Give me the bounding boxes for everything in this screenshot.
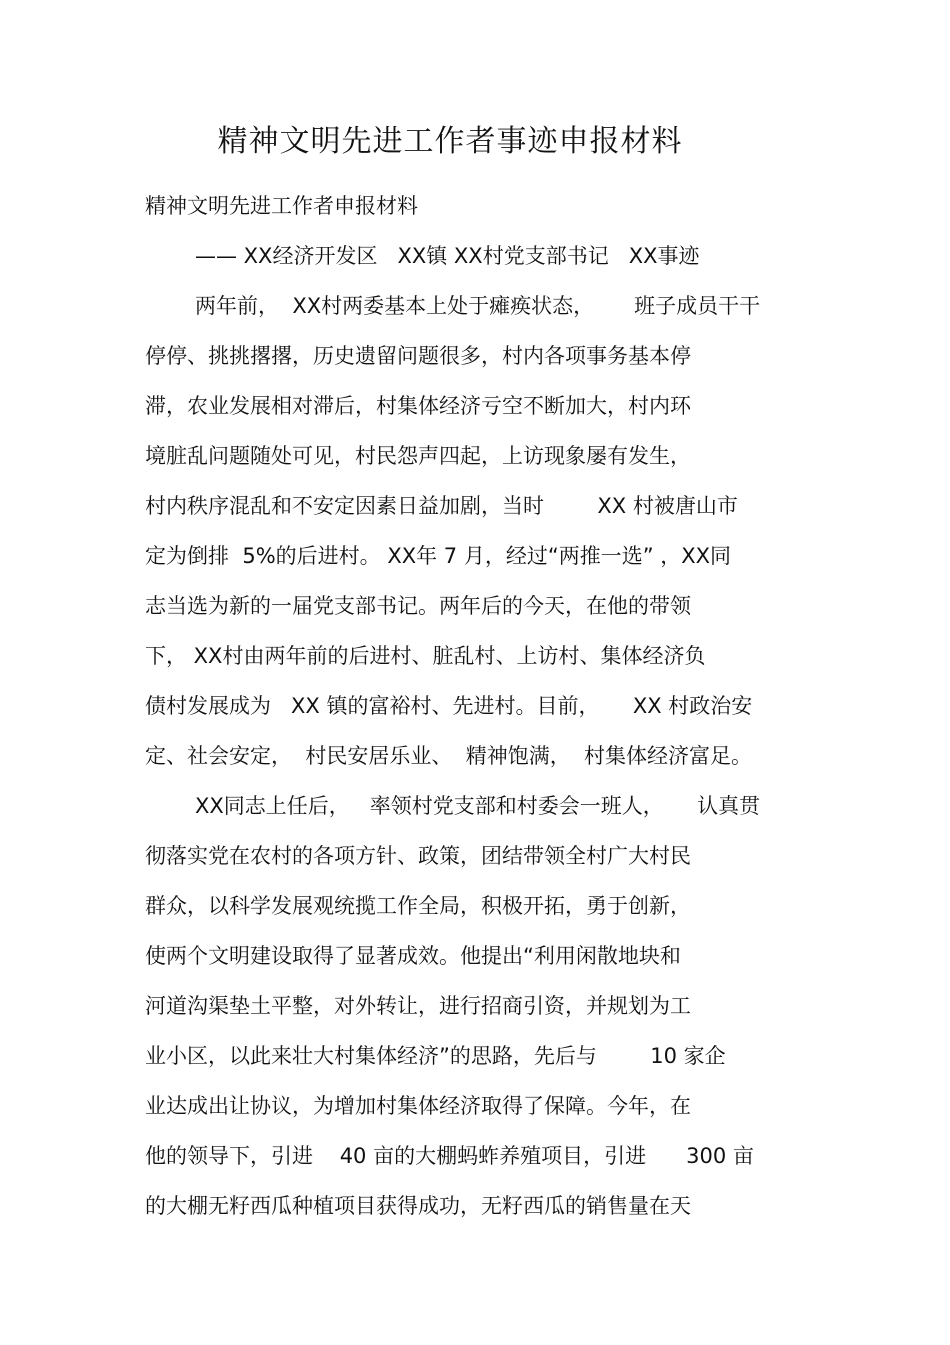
document-attribution: —— XX经济开发区 XX镇 XX村党支部书记 XX事迹 (195, 244, 700, 268)
body-line-2: 停停、挑挑撂撂，历史遗留问题很多，村内各项事务基本停 (145, 344, 691, 368)
body-line-14: 使两个文明建设取得了显著成效。他提出“利用闲散地块和 (145, 944, 681, 968)
body-line-6: 定为倒排 5%的后进村。 XX年 7 月，经过“两推一选” ，XX同 (145, 544, 732, 568)
body-line-13: 群众，以科学发展观统揽工作全局，积极开拓，勇于创新， (145, 894, 691, 918)
body-line-18: 他的领导下，引进 40 亩的大棚蚂蚱养殖项目，引进 300 亩 (145, 1144, 754, 1168)
body-line-5: 村内秩序混乱和不安定因素日益加剧，当时 XX 村被唐山市 (145, 494, 738, 518)
body-line-12: 彻落实党在农村的各项方针、政策，团结带领全村广大村民 (145, 844, 691, 868)
body-line-16: 业小区，以此来壮大村集体经济”的思路，先后与 10 家企 (145, 1044, 726, 1068)
body-line-15: 河道沟渠垫土平整，对外转让，进行招商引资，并规划为工 (145, 994, 691, 1018)
body-line-4: 境脏乱问题随处可见，村民怨声四起，上访现象屡有发生， (145, 444, 691, 468)
body-line-9: 债村发展成为 XX 镇的富裕村、先进村。目前， XX 村政治安 (145, 694, 753, 718)
body-line-19: 的大棚无籽西瓜种植项目获得成功，无籽西瓜的销售量在天 (145, 1194, 691, 1218)
body-line-11: XX同志上任后， 率领村党支部和村委会一班人， 认真贯 (195, 794, 761, 818)
body-line-1: 两年前， XX村两委基本上处于瘫痪状态， 班子成员干干 (195, 294, 761, 318)
document-title: 精神文明先进工作者事迹申报材料 (217, 124, 683, 159)
body-line-7: 志当选为新的一届党支部书记。两年后的今天，在他的带领 (145, 594, 691, 618)
body-line-17: 业达成出让协议，为增加村集体经济取得了保障。今年，在 (145, 1094, 691, 1118)
body-line-10: 定、社会安定， 村民安居乐业、 精神饱满， 村集体经济富足。 (145, 744, 753, 768)
body-line-8: 下， XX村由两年前的后进村、脏乱村、上访村、集体经济负 (145, 644, 706, 668)
body-line-3: 滞，农业发展相对滞后，村集体经济亏空不断加大，村内环 (145, 394, 691, 418)
document-subtitle: 精神文明先进工作者申报材料 (145, 194, 418, 218)
